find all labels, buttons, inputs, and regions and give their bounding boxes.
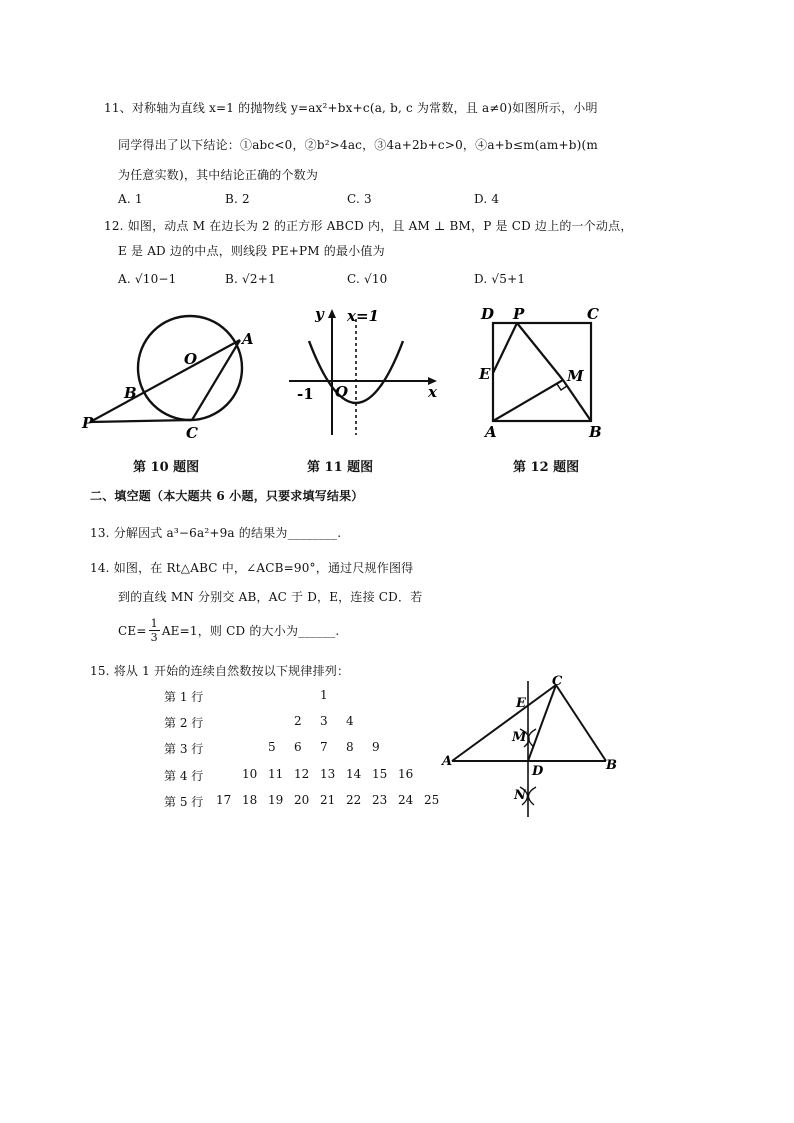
- q15-row4-num: 13: [320, 767, 336, 781]
- q14-fraction: [149, 617, 160, 644]
- q15-row5-num: 24: [398, 793, 414, 807]
- fig10-label-O: O: [184, 350, 198, 368]
- q15-row3-num: 7: [320, 740, 328, 754]
- q15-row5-label: 第 5 行: [164, 795, 204, 809]
- figure-10-caption: 第 10 题图: [133, 460, 200, 475]
- fig14-label-E: E: [516, 696, 526, 711]
- section-2-heading: 二、填空题（本大题共 6 小题，只要求填写结果）: [90, 489, 364, 503]
- q15-row2-label: 第 2 行: [164, 716, 204, 730]
- q15-row4-num: 11: [268, 767, 284, 781]
- fig10-line-PC: [90, 420, 192, 422]
- fig12-label-P: P: [513, 305, 525, 323]
- q15-row5-num: 22: [346, 793, 362, 807]
- q12-option-b: B. √2+1: [225, 272, 276, 286]
- q15-row3-label: 第 3 行: [164, 742, 204, 756]
- fig11-label-neg1: -1: [297, 385, 314, 403]
- fig12-label-E: E: [479, 365, 491, 383]
- figure-11-caption: 第 11 题图: [307, 460, 374, 475]
- fig11-y-arrow: [328, 309, 336, 318]
- q15-row3-num: 8: [346, 740, 354, 754]
- fig10-label-C: C: [186, 424, 198, 442]
- fig10-label-A: A: [242, 330, 254, 348]
- q15-row4-label: 第 4 行: [164, 769, 204, 783]
- q11-option-b: B. 2: [225, 192, 250, 206]
- q15-text: 15. 将从 1 开始的连续自然数按以下规律排列：: [90, 664, 350, 678]
- q15-row1-label: 第 1 行: [164, 690, 204, 704]
- q15-row3-num: 5: [268, 740, 276, 754]
- fig12-label-B: B: [589, 423, 602, 441]
- fig10-line-PA: [90, 340, 240, 422]
- fig12-label-C: C: [587, 305, 599, 323]
- fig12-line-PE: [493, 323, 517, 373]
- q15-row4-num: 10: [242, 767, 258, 781]
- q15-row4-num: 16: [398, 767, 414, 781]
- fig12-label-M: M: [567, 367, 584, 385]
- q14-ce-suffix: AE=1，则 CD 的大小为______.: [161, 624, 340, 638]
- figure-10-diagram: [80, 310, 280, 450]
- fig14-label-D: D: [532, 764, 544, 779]
- fig14-line-AC: [452, 685, 556, 761]
- fig11-label-y: y: [315, 305, 324, 323]
- q15-row1-num: 1: [320, 688, 328, 702]
- q11-option-d: D. 4: [474, 192, 500, 206]
- q11-option-c: C. 3: [347, 192, 372, 206]
- q12-option-d: D. √5+1: [474, 272, 526, 286]
- fig12-line-AM: [493, 380, 563, 421]
- figure-12-diagram: [475, 305, 605, 445]
- q15-row2-num: 4: [346, 714, 354, 728]
- fig14-label-M: M: [512, 730, 527, 745]
- fig11-label-x: x: [428, 383, 437, 401]
- q15-row3-num: 9: [372, 740, 380, 754]
- q14-line3: [118, 617, 339, 644]
- q15-row2-num: 2: [294, 714, 302, 728]
- q15-row4-num: 14: [346, 767, 362, 781]
- figure-11-diagram: [285, 305, 445, 445]
- figure-12-caption: 第 12 题图: [513, 460, 580, 475]
- q15-row5-num: 25: [424, 793, 440, 807]
- q12-option-a: A. √10−1: [118, 272, 177, 286]
- q14-fraction-den: 3: [150, 631, 158, 644]
- fig12-label-A: A: [485, 423, 497, 441]
- q11-option-a: A. 1: [118, 192, 143, 206]
- q15-row5-num: 20: [294, 793, 310, 807]
- fig11-label-x-eq-1: x=1: [347, 307, 379, 325]
- figure-14-diagram: [440, 675, 630, 825]
- q14-ce-prefix: CE=: [118, 623, 147, 638]
- fig14-line-CB: [556, 685, 606, 761]
- fig14-label-B: B: [606, 758, 617, 773]
- fig14-label-C: C: [552, 675, 563, 689]
- fig11-label-O: O: [335, 383, 349, 401]
- q11-line1: 11、对称轴为直线 x=1 的抛物线 y=ax²+bx+c(a, b, c 为常数，且 a≠0)如图所示，小明: [104, 101, 598, 115]
- q15-row5-num: 18: [242, 793, 258, 807]
- q15-row5-num: 23: [372, 793, 388, 807]
- fig12-line-BM: [563, 380, 591, 421]
- q15-row5-num: 19: [268, 793, 284, 807]
- q14-fraction-num: 1: [150, 617, 158, 630]
- fig10-label-P: P: [82, 414, 94, 432]
- q14-line2: 到的直线 MN 分别交 AB，AC 于 D，E，连接 CD．若: [118, 590, 423, 604]
- fig14-arc-N2: [528, 787, 536, 805]
- q12-option-c: C. √10: [347, 272, 388, 286]
- q15-row5-num: 21: [320, 793, 336, 807]
- q15-row4-num: 15: [372, 767, 388, 781]
- fig12-label-D: D: [481, 305, 495, 323]
- q12-line1: 12. 如图，动点 M 在边长为 2 的正方形 ABCD 内，且 AM ⊥ BM，P 是 CD 边上的一个动点，: [104, 219, 633, 233]
- q13-text: 13. 分解因式 a³−6a²+9a 的结果为________.: [90, 526, 342, 540]
- q15-row2-num: 3: [320, 714, 328, 728]
- fig10-label-B: B: [124, 384, 137, 402]
- fig14-label-A: A: [442, 754, 453, 769]
- fig12-line-PM: [517, 323, 563, 380]
- q14-line1: 14. 如图，在 Rt△ABC 中，∠ACB=90°，通过尺规作图得: [90, 561, 414, 575]
- q12-line2: E 是 AD 边的中点，则线段 PE+PM 的最小值为: [118, 244, 385, 258]
- q15-row5-num: 17: [216, 793, 232, 807]
- fig14-label-N: N: [514, 788, 526, 803]
- q15-row3-num: 6: [294, 740, 302, 754]
- q15-row4-num: 12: [294, 767, 310, 781]
- q11-line3: 为任意实数)，其中结论正确的个数为: [118, 168, 319, 182]
- q11-line2: 同学得出了以下结论：①abc<0，②b²>4ac，③4a+2b+c>0，④a+b≤m(am+b)(m: [118, 138, 598, 152]
